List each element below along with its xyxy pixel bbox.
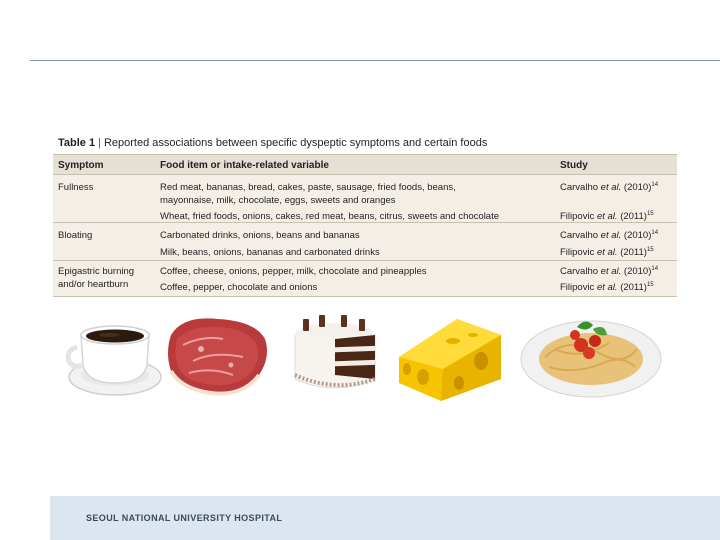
symptom-text: Epigastric burning: [58, 266, 135, 277]
study-author: Filipovic: [560, 247, 595, 258]
chocolate-cake-image: [285, 305, 385, 405]
study-cell: [560, 229, 680, 242]
study-etal: et al.: [596, 282, 618, 293]
symptom-text: and/or heartburn: [58, 279, 129, 290]
study-author: Carvalho: [560, 266, 599, 277]
food-text: mayonnaise, milk, chocolate, eggs, sweets and oranges: [160, 195, 396, 206]
study-year: (2011): [620, 247, 647, 258]
coffee-cup-image: [63, 305, 163, 405]
top-divider: [30, 60, 720, 61]
study-cell: [560, 210, 680, 223]
table-row: [53, 210, 677, 223]
study-etal: et al.: [596, 211, 618, 222]
study-year: (2011): [620, 211, 647, 222]
study-ref: 14: [651, 229, 659, 236]
group-fullness: [53, 175, 677, 223]
food-symptom-table: [53, 132, 677, 297]
table-row: [53, 181, 677, 207]
study-etal: et al.: [600, 266, 622, 277]
study-year: (2010): [623, 182, 652, 193]
food-text: Red meat, bananas, bread, cakes, paste, sausage, fried foods, beans,: [160, 182, 456, 193]
header-study: Study: [560, 160, 588, 171]
table-title: Reported associations between specific dyspeptic symptoms and certain foods: [103, 137, 488, 149]
study-ref: 15: [646, 246, 654, 253]
table-caption: [53, 132, 677, 154]
header-symptom: Symptom: [58, 160, 104, 171]
study-year: (2010): [623, 266, 652, 277]
table-row: [53, 265, 677, 278]
institution-name: SEOUL NATIONAL UNIVERSITY HOSPITAL: [86, 513, 283, 523]
swiss-cheese-image: [393, 305, 508, 405]
food-cell: Coffee, pepper, chocolate and onions: [160, 282, 318, 293]
study-ref: 14: [651, 181, 659, 188]
group-epigastric: [53, 261, 677, 297]
food-cell: Wheat, fried foods, onions, cakes, red meat, beans, citrus, sweets and chocolate: [160, 211, 500, 222]
study-etal: et al.: [596, 247, 618, 258]
study-cell: [560, 281, 680, 294]
study-year: (2011): [620, 282, 647, 293]
table-row: [53, 229, 677, 242]
raw-steak-image: [163, 305, 273, 405]
spaghetti-image: [519, 305, 663, 405]
study-ref: 14: [651, 265, 659, 272]
footer-bar: [50, 496, 720, 540]
study-etal: et al.: [600, 230, 622, 241]
food-images: [53, 305, 663, 405]
header-food: Food item or intake-related variable: [160, 160, 329, 171]
group-bloating: [53, 223, 677, 261]
study-author: Filipovic: [560, 211, 595, 222]
caption-separator: |: [98, 137, 101, 149]
food-cell: Carbonated drinks, onions, beans and bananas: [160, 230, 360, 241]
study-year: (2010): [623, 230, 652, 241]
study-author: Filipovic: [560, 282, 595, 293]
table-label: Table 1: [58, 137, 96, 149]
study-ref: 15: [646, 281, 654, 288]
study-author: Carvalho: [560, 182, 599, 193]
study-cell: [560, 246, 680, 259]
food-cell: Milk, beans, onions, bananas and carbonated drinks: [160, 247, 380, 258]
food-cell: [160, 181, 550, 207]
table-row: [53, 281, 677, 294]
symptom-cell: Fullness: [58, 182, 94, 193]
study-ref: 15: [646, 210, 654, 217]
study-etal: et al.: [600, 182, 622, 193]
study-cell: [560, 265, 680, 278]
table-header: [53, 154, 677, 175]
table-row: [53, 246, 677, 259]
study-author: Carvalho: [560, 230, 599, 241]
symptom-cell: Bloating: [58, 230, 93, 241]
study-cell: [560, 181, 680, 194]
food-cell: Coffee, cheese, onions, pepper, milk, chocolate and pineapples: [160, 266, 427, 277]
